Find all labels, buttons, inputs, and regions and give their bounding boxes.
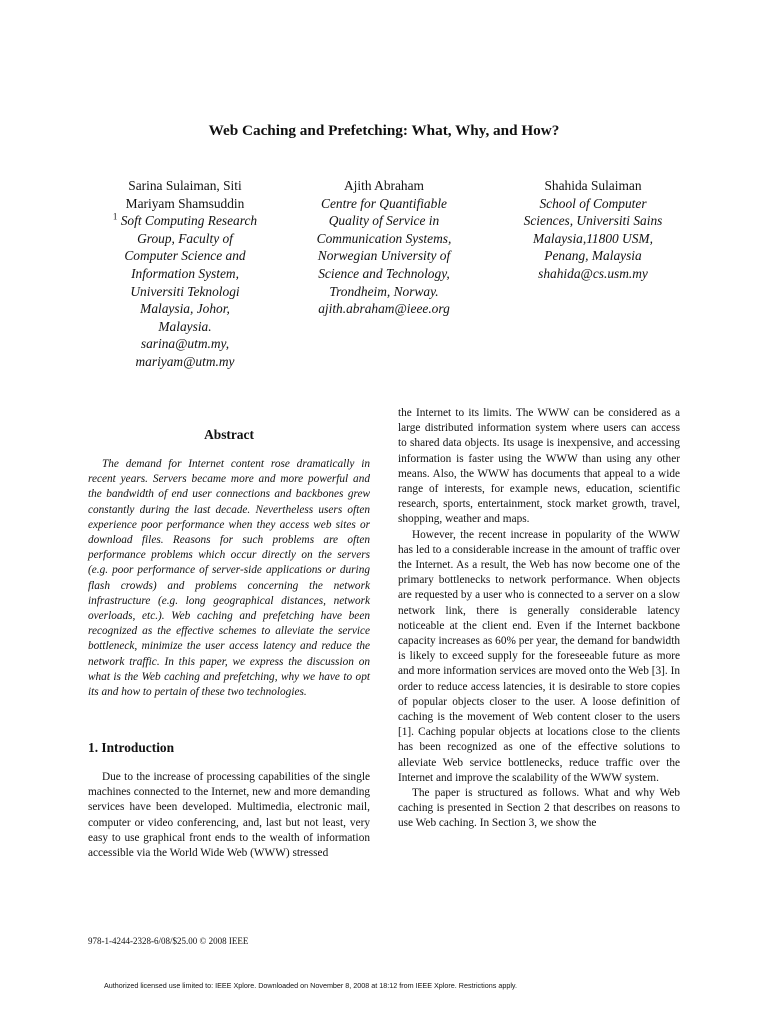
- right-column: [398, 406, 680, 832]
- affiliation-line: Centre for Quantifiable: [321, 195, 447, 211]
- authorized-use-notice: Authorized licensed use limited to: IEEE Xplore. Downloaded on November 8, 2008 at 18:12 from IEEE Xplore. Restrictions apply.: [104, 981, 517, 990]
- paper-title: Web Caching and Prefetching: What, Why, and How?: [208, 122, 560, 139]
- author-name-line: Ajith Abraham: [344, 178, 424, 193]
- author-email: ajith.abraham@ieee.org: [318, 301, 450, 317]
- affiliation-line: Science and Technology,: [318, 265, 450, 281]
- section-heading-introduction: 1. Introduction: [88, 740, 175, 755]
- affiliation-line: Communication Systems,: [316, 230, 452, 246]
- affiliation-line: Sciences, Universiti Sains: [523, 213, 663, 229]
- author-email: sarina@utm.my,: [140, 336, 230, 352]
- author-email: shahida@cs.usm.my: [538, 265, 648, 281]
- affiliation-text: Soft Computing Research: [120, 213, 258, 229]
- affiliation-line: School of Computer: [539, 195, 647, 211]
- author-name-line: Shahida Sulaiman: [544, 178, 642, 193]
- affiliation-line: Trondheim, Norway.: [329, 283, 439, 299]
- affiliation-superscript: 1: [112, 211, 118, 222]
- affiliation-line: [100, 212, 270, 230]
- abstract-heading: Abstract: [204, 427, 254, 442]
- introduction-paragraph: Due to the increase of processing capabilities of the single machines connected to the Internet, new and more demanding services have been developed. Multimedia, electronic mail, computer or video conferencing, and, last but not least, very easy to use graphical front ends to the wealth of information accessible via the World Wide Web (WWW) stressed: [88, 771, 370, 860]
- author-block-3: [502, 177, 684, 283]
- affiliation-line: Group, Faculty of: [137, 230, 233, 246]
- author-email: mariyam@utm.my: [135, 353, 235, 369]
- author-name-line: Mariyam Shamsuddin: [125, 195, 245, 211]
- author-block-2: [296, 177, 472, 318]
- affiliation-line: Malaysia, Johor,: [140, 301, 230, 317]
- affiliation-line: Computer Science and: [124, 248, 246, 264]
- affiliation-line: Penang, Malaysia: [544, 248, 642, 264]
- author-name-line: Sarina Sulaiman, Siti: [128, 178, 242, 193]
- affiliation-line: Norwegian University of: [317, 248, 451, 264]
- affiliation-line: Universiti Teknologi: [130, 283, 240, 299]
- abstract-text: The demand for Internet content rose dramatically in recent years. Servers became more and more powerful and the bandwidth of end user connections and backbones grew constantly during the last decade. Nevertheless users often experience poor performance when they access web sites or download files. Reasons for such problems are often performance problems which occur directly on the servers (e.g. poor performance of server-side applications or during flash crowds) and problems concerning the network infrastructure (e.g. long geographical distances, network overloads, etc.). Web caching and prefetching have been recognized as the effective schemes to alleviate the service bottleneck, minimize the user access latency and reduce the network traffic. In this paper, we express the discussion on what is the Web caching and prefetching, why we have to opt its and how to pertain of these two technologies.: [88, 458, 370, 699]
- affiliation-line: Malaysia.: [158, 318, 212, 334]
- affiliation-line: Information System,: [131, 265, 239, 281]
- body-paragraph: the Internet to its limits. The WWW can be considered as a large distributed information system where users can access to shared data objects. Its usage is inexpensive, and accessing information is faster using the WWW than using any other means. Also, the WWW has documents that appeal to a wide range of interests, for example news, education, scientific research, sports, entertainment, stock market growth, travel, shopping, weather and maps.: [398, 407, 680, 526]
- affiliation-line: Malaysia,11800 USM,: [533, 230, 653, 246]
- body-paragraph: The paper is structured as follows. What and why Web caching is presented in Section 2 that describes on reasons to use Web caching. In Section 3, we show the: [398, 787, 680, 830]
- copyright-footer: 978-1-4244-2328-6/08/$25.00 © 2008 IEEE: [88, 936, 249, 946]
- body-paragraph: However, the recent increase in popularity of the WWW has led to a considerable increase in the amount of traffic over the Internet. As a result, the Web has now become one of the primary bottlenecks to network performance. When objects are requested by a user who is connected to a server on a slow network link, there is generally considerable latency noticeable at the client end. Even if the Internet backbone capacity increases as 60% per year, the demand for bandwidth is likely to exceed supply for the foreseeable future as more and more information services are moved onto the Web [3]. In order to reduce access latencies, it is desirable to store copies of popular objects closer to the user. A loose definition of caching is the movement of Web content closer to the users [1]. Caching popular objects at locations close to the clients has been recognized as one of the effective solutions to alleviate Web service bottlenecks, reduce traffic over the Internet and improve the scalability of the WWW system.: [398, 528, 680, 784]
- author-block-1: [100, 177, 270, 371]
- affiliation-line: Quality of Service in: [328, 213, 440, 229]
